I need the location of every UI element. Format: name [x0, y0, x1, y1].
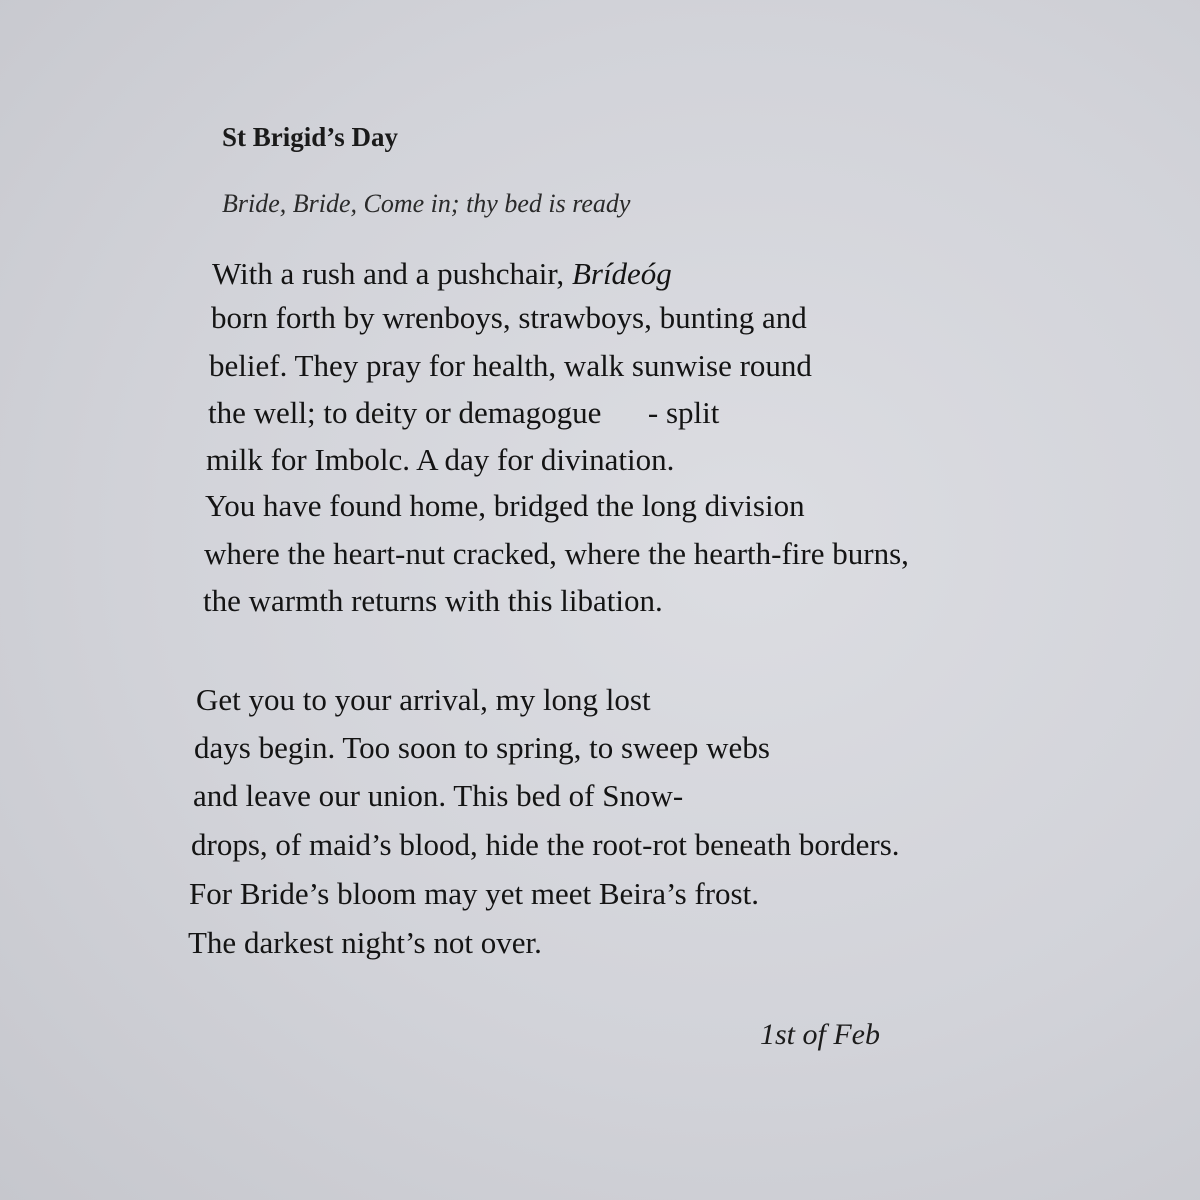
poem-line: drops, of maid’s blood, hide the root-rot beneath borders. — [191, 827, 900, 862]
poem-line: milk for Imbolc. A day for divination. — [206, 442, 675, 477]
poem-line: days begin. Too soon to spring, to sweep webs — [194, 730, 770, 765]
italic-word: Brídeóg — [571, 256, 672, 291]
poem-line: born forth by wrenboys, strawboys, bunting and — [211, 300, 807, 335]
poem-line: the well; to deity or demagogue - split — [208, 395, 720, 430]
poem-line: and leave our union. This bed of Snow- — [193, 778, 684, 813]
poem-title: St Brigid’s Day — [222, 122, 399, 152]
poem-line: belief. They pray for health, walk sunwise round — [209, 348, 812, 383]
line-text: With a rush and a pushchair, — [212, 256, 572, 291]
poem-date: 1st of Feb — [760, 1018, 880, 1051]
poem-line — [212, 258, 672, 289]
poem-line: You have found home, bridged the long division — [205, 488, 805, 523]
poem-epigraph: Bride, Bride, Come in; thy bed is ready — [222, 189, 631, 218]
poem-line: Get you to your arrival, my long lost — [196, 682, 651, 717]
poem-line: where the heart-nut cracked, where the hearth-fire burns, — [204, 536, 909, 571]
poem-line: For Bride’s bloom may yet meet Beira’s frost. — [189, 876, 759, 911]
poem-line: The darkest night’s not over. — [188, 925, 542, 960]
poem-line: the warmth returns with this libation. — [203, 583, 663, 618]
